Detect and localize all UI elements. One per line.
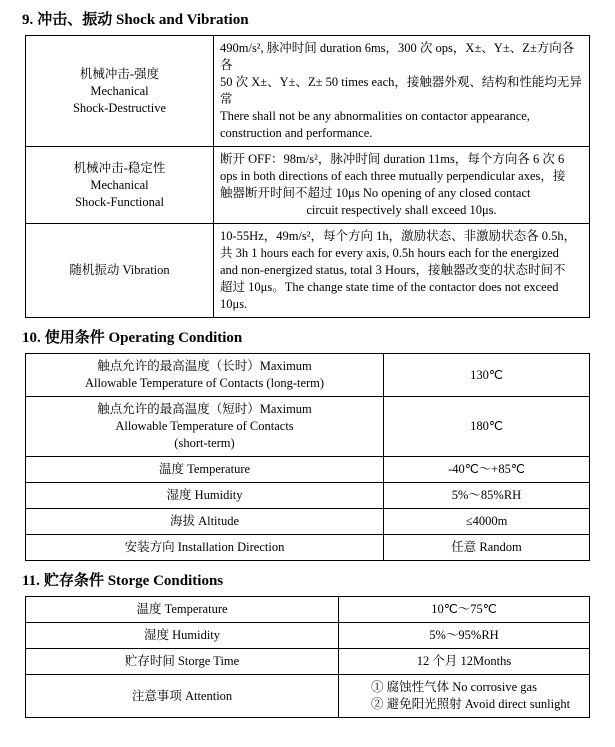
table-row xyxy=(26,397,590,457)
value-line: 10-55Hz，49m/s²，每个方向 1h，激励状态、非激励状态各 0.5h， xyxy=(220,229,577,243)
section-heading-11: 贮存条件 Storge Conditions xyxy=(43,573,224,589)
row-label-max-temp-long-term xyxy=(26,354,384,397)
row-label-max-temp-short-term xyxy=(26,397,384,457)
label-line: 机械冲击-强度 xyxy=(79,66,160,81)
row-label-storge-temperature: 温度 Temperature xyxy=(26,597,339,623)
section-number-11: 11. xyxy=(22,573,40,589)
label-line: Allowable Temperature of Contacts xyxy=(115,419,294,433)
row-value-temperature: -40℃～+85℃ xyxy=(384,457,590,483)
label-line: Allowable Temperature of Contacts (long-term) xyxy=(84,376,325,390)
section-shock-vibration xyxy=(0,8,615,318)
value-line: There shall not be any abnormalities on contactor appearance, xyxy=(220,109,530,123)
table-row xyxy=(26,623,590,649)
label-line: 触点允许的最高温度（长时）Maximum xyxy=(97,359,312,373)
label-line: Mechanical xyxy=(90,177,149,192)
label-line: Shock-Destructive xyxy=(72,100,167,115)
row-value-storge-temperature: 10℃～75℃ xyxy=(339,597,590,623)
label-line: (short-term) xyxy=(174,436,235,450)
section-title-9 xyxy=(22,8,615,29)
row-label-mechanical-shock-destructive xyxy=(26,36,214,147)
row-value-mechanical-shock-functional xyxy=(214,147,590,224)
label-line: 触点允许的最高温度（短时）Maximum xyxy=(97,402,312,416)
value-line: ops in both directions of each three mutually perpendicular axes，接 xyxy=(220,169,566,183)
table-row xyxy=(26,597,590,623)
table-row xyxy=(26,147,590,224)
value-line: circuit respectively shall exceed 10μs. xyxy=(306,203,497,217)
value-line: 触器断开时间不超过 10μs No opening of any closed contact xyxy=(220,186,531,200)
table-row xyxy=(26,36,590,147)
row-value-mechanical-shock-destructive xyxy=(214,36,590,147)
row-label-random-vibration xyxy=(26,224,214,318)
row-label-storge-humidity: 湿度 Humidity xyxy=(26,623,339,649)
row-value-installation-direction: 任意 Random xyxy=(384,535,590,561)
label-line: Mechanical xyxy=(90,83,149,98)
row-value-attention xyxy=(339,675,590,718)
row-label-storge-time: 贮存时间 Storge Time xyxy=(26,649,339,675)
row-label-installation-direction: 安装方向 Installation Direction xyxy=(26,535,384,561)
document-page xyxy=(0,8,615,747)
row-value-max-temp-short-term: 180℃ xyxy=(384,397,590,457)
table-row xyxy=(26,675,590,718)
section-title-11 xyxy=(22,569,615,590)
value-line: 50 次 X±、Y±、Z± 50 times each，接触器外观、结构和性能均无异常 xyxy=(220,75,582,106)
section-operating-condition xyxy=(0,326,615,561)
table-row xyxy=(26,354,590,397)
section-title-10 xyxy=(22,326,615,347)
value-line: 超过 10μs。The change state time of the contactor does not exceed xyxy=(220,280,559,294)
value-line: and non-energized status, total 3 Hours，接触器改变的状态时间不 xyxy=(220,263,566,277)
row-value-storge-humidity: 5%～95%RH xyxy=(339,623,590,649)
value-line: 490m/s², 脉冲时间 duration 6ms，300 次 ops，X±、Y±、Z±方向各各 xyxy=(220,41,575,72)
table-row xyxy=(26,457,590,483)
row-value-altitude: ≤4000m xyxy=(384,509,590,535)
row-value-humidity: 5%～85%RH xyxy=(384,483,590,509)
label-line: Shock-Functional xyxy=(75,194,164,209)
table-row xyxy=(26,483,590,509)
value-line: construction and performance. xyxy=(220,126,373,140)
value-line: ② 避免阳光照射 Avoid direct sunlight xyxy=(371,697,571,711)
table-row xyxy=(26,649,590,675)
label-line: 机械冲击-稳定性 xyxy=(73,160,166,175)
table-row xyxy=(26,509,590,535)
value-line: 共 3h 1 hours each for every axis, 0.5h hours each for the energized xyxy=(220,246,559,260)
value-line: 10μs. xyxy=(220,297,248,311)
row-label-temperature: 温度 Temperature xyxy=(26,457,384,483)
row-label-humidity: 湿度 Humidity xyxy=(26,483,384,509)
section-number-10: 10. xyxy=(22,330,41,346)
row-value-max-temp-long-term: 130℃ xyxy=(384,354,590,397)
value-line: 断开 OFF：98m/s²，脉冲时间 duration 11ms，每个方向各 6 次 6 xyxy=(220,152,565,166)
row-label-mechanical-shock-functional xyxy=(26,147,214,224)
row-value-storge-time: 12 个月 12Months xyxy=(339,649,590,675)
row-value-random-vibration xyxy=(214,224,590,318)
section-heading-10: 使用条件 Operating Condition xyxy=(44,330,243,346)
section-heading-9: 冲击、振动 Shock and Vibration xyxy=(37,12,249,28)
table-shock-vibration xyxy=(25,35,590,318)
table-row xyxy=(26,535,590,561)
row-label-attention: 注意事项 Attention xyxy=(26,675,339,718)
row-label-altitude: 海拔 Altitude xyxy=(26,509,384,535)
section-number-9: 9. xyxy=(22,12,34,28)
label-line: 随机振动 Vibration xyxy=(69,263,170,277)
table-operating-condition xyxy=(25,353,590,561)
table-storge-conditions xyxy=(25,596,590,718)
section-storge-conditions xyxy=(0,569,615,718)
table-row xyxy=(26,224,590,318)
value-line: ① 腐蚀性气体 No corrosive gas xyxy=(371,680,537,694)
